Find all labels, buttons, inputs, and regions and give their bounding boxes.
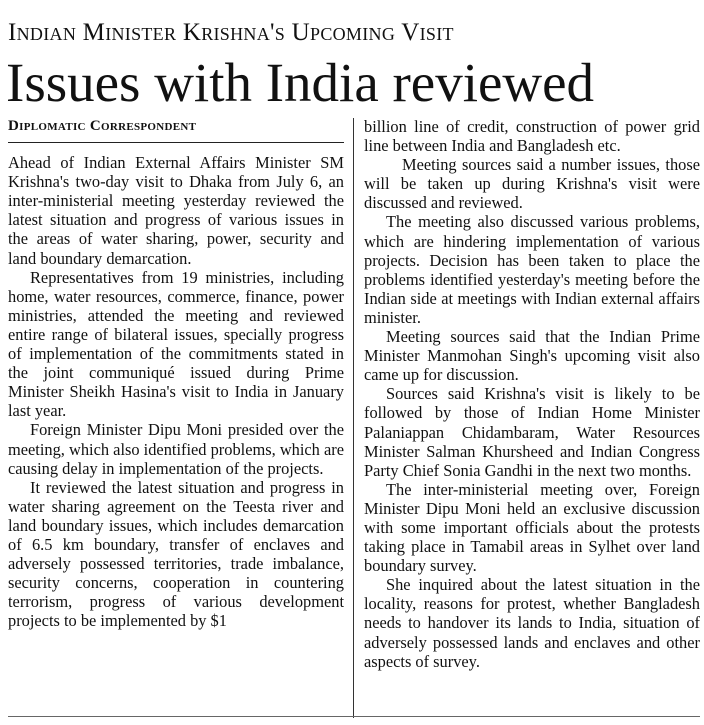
bottom-rule: [8, 716, 700, 717]
body-paragraph: Ahead of Indian External Affairs Minister SM Krishna's two-day visit to Dhaka from July 6, an inter-ministerial meeting yesterday reviewed the latest situation and progress of various issues in the areas of water sharing, power, security and land boundary demarcation.: [8, 153, 344, 268]
byline: Diplomatic Correspondent: [8, 117, 344, 143]
body-paragraph: She inquired about the latest situation in the locality, reasons for protest, whether Bangladesh needs to handover its lands to India, situation of adversely possessed lands and enclaves and other aspects of survey.: [364, 575, 700, 671]
body-paragraph: The inter-ministerial meeting over, Foreign Minister Dipu Moni held an exclusive discussion with some important officials about the protests taking place in Tamabil areas in Sylhet over land boundary survey.: [364, 479, 700, 576]
right-column: [364, 117, 700, 671]
column-divider: [353, 118, 354, 718]
body-paragraph: The meeting also discussed various problems, which are hindering implementation of various projects. Decision has been taken to place the problems identified yesterday's meeting before the Indian side at meetings with Indian external affairs minister.: [364, 212, 700, 327]
kicker: Indian Minister Krishna's Upcoming Visit: [8, 19, 454, 46]
body-paragraph: Meeting sources said that the Indian Prime Minister Manmohan Singh's upcoming visit also came up for discussion.: [364, 327, 700, 385]
body-paragraph: Foreign Minister Dipu Moni presided over the meeting, which also identified problems, which are causing delay in implementation of the projects.: [8, 420, 344, 478]
body-paragraph: Meeting sources said a number issues, those will be taken up during Krishna's visit were discussed and reviewed.: [364, 155, 700, 213]
left-column: [8, 117, 344, 630]
body-paragraph: Representatives from 19 ministries, including home, water resources, commerce, finance, power ministries, attended the meeting and reviewed entire range of bilateral issues, specially progress of implementation of the commitments stated in the joint communiqué issued during Prime Minister Sheikh Hasina's visit to India in January last year.: [8, 267, 344, 421]
body-paragraph: Sources said Krishna's visit is likely to be followed by those of Indian Home Minister Palaniappan Chidambaram, Water Resources Minister Salman Khursheed and Indian Congress Party Chief Sonia Gandhi in the next two months.: [364, 384, 700, 480]
body-paragraph: billion line of credit, construction of power grid line between India and Bangladesh etc.: [364, 117, 700, 156]
body-paragraph: It reviewed the latest situation and progress in water sharing agreement on the Teesta river and land boundary issues, which includes demarcation of 6.5 km boundary, transfer of enclaves and adversely possessed territories, trade imbalance, security concerns, cooperation in countering terrorism, progress of various development projects to be implemented by $1: [8, 477, 344, 631]
headline: Issues with India reviewed: [6, 52, 595, 113]
